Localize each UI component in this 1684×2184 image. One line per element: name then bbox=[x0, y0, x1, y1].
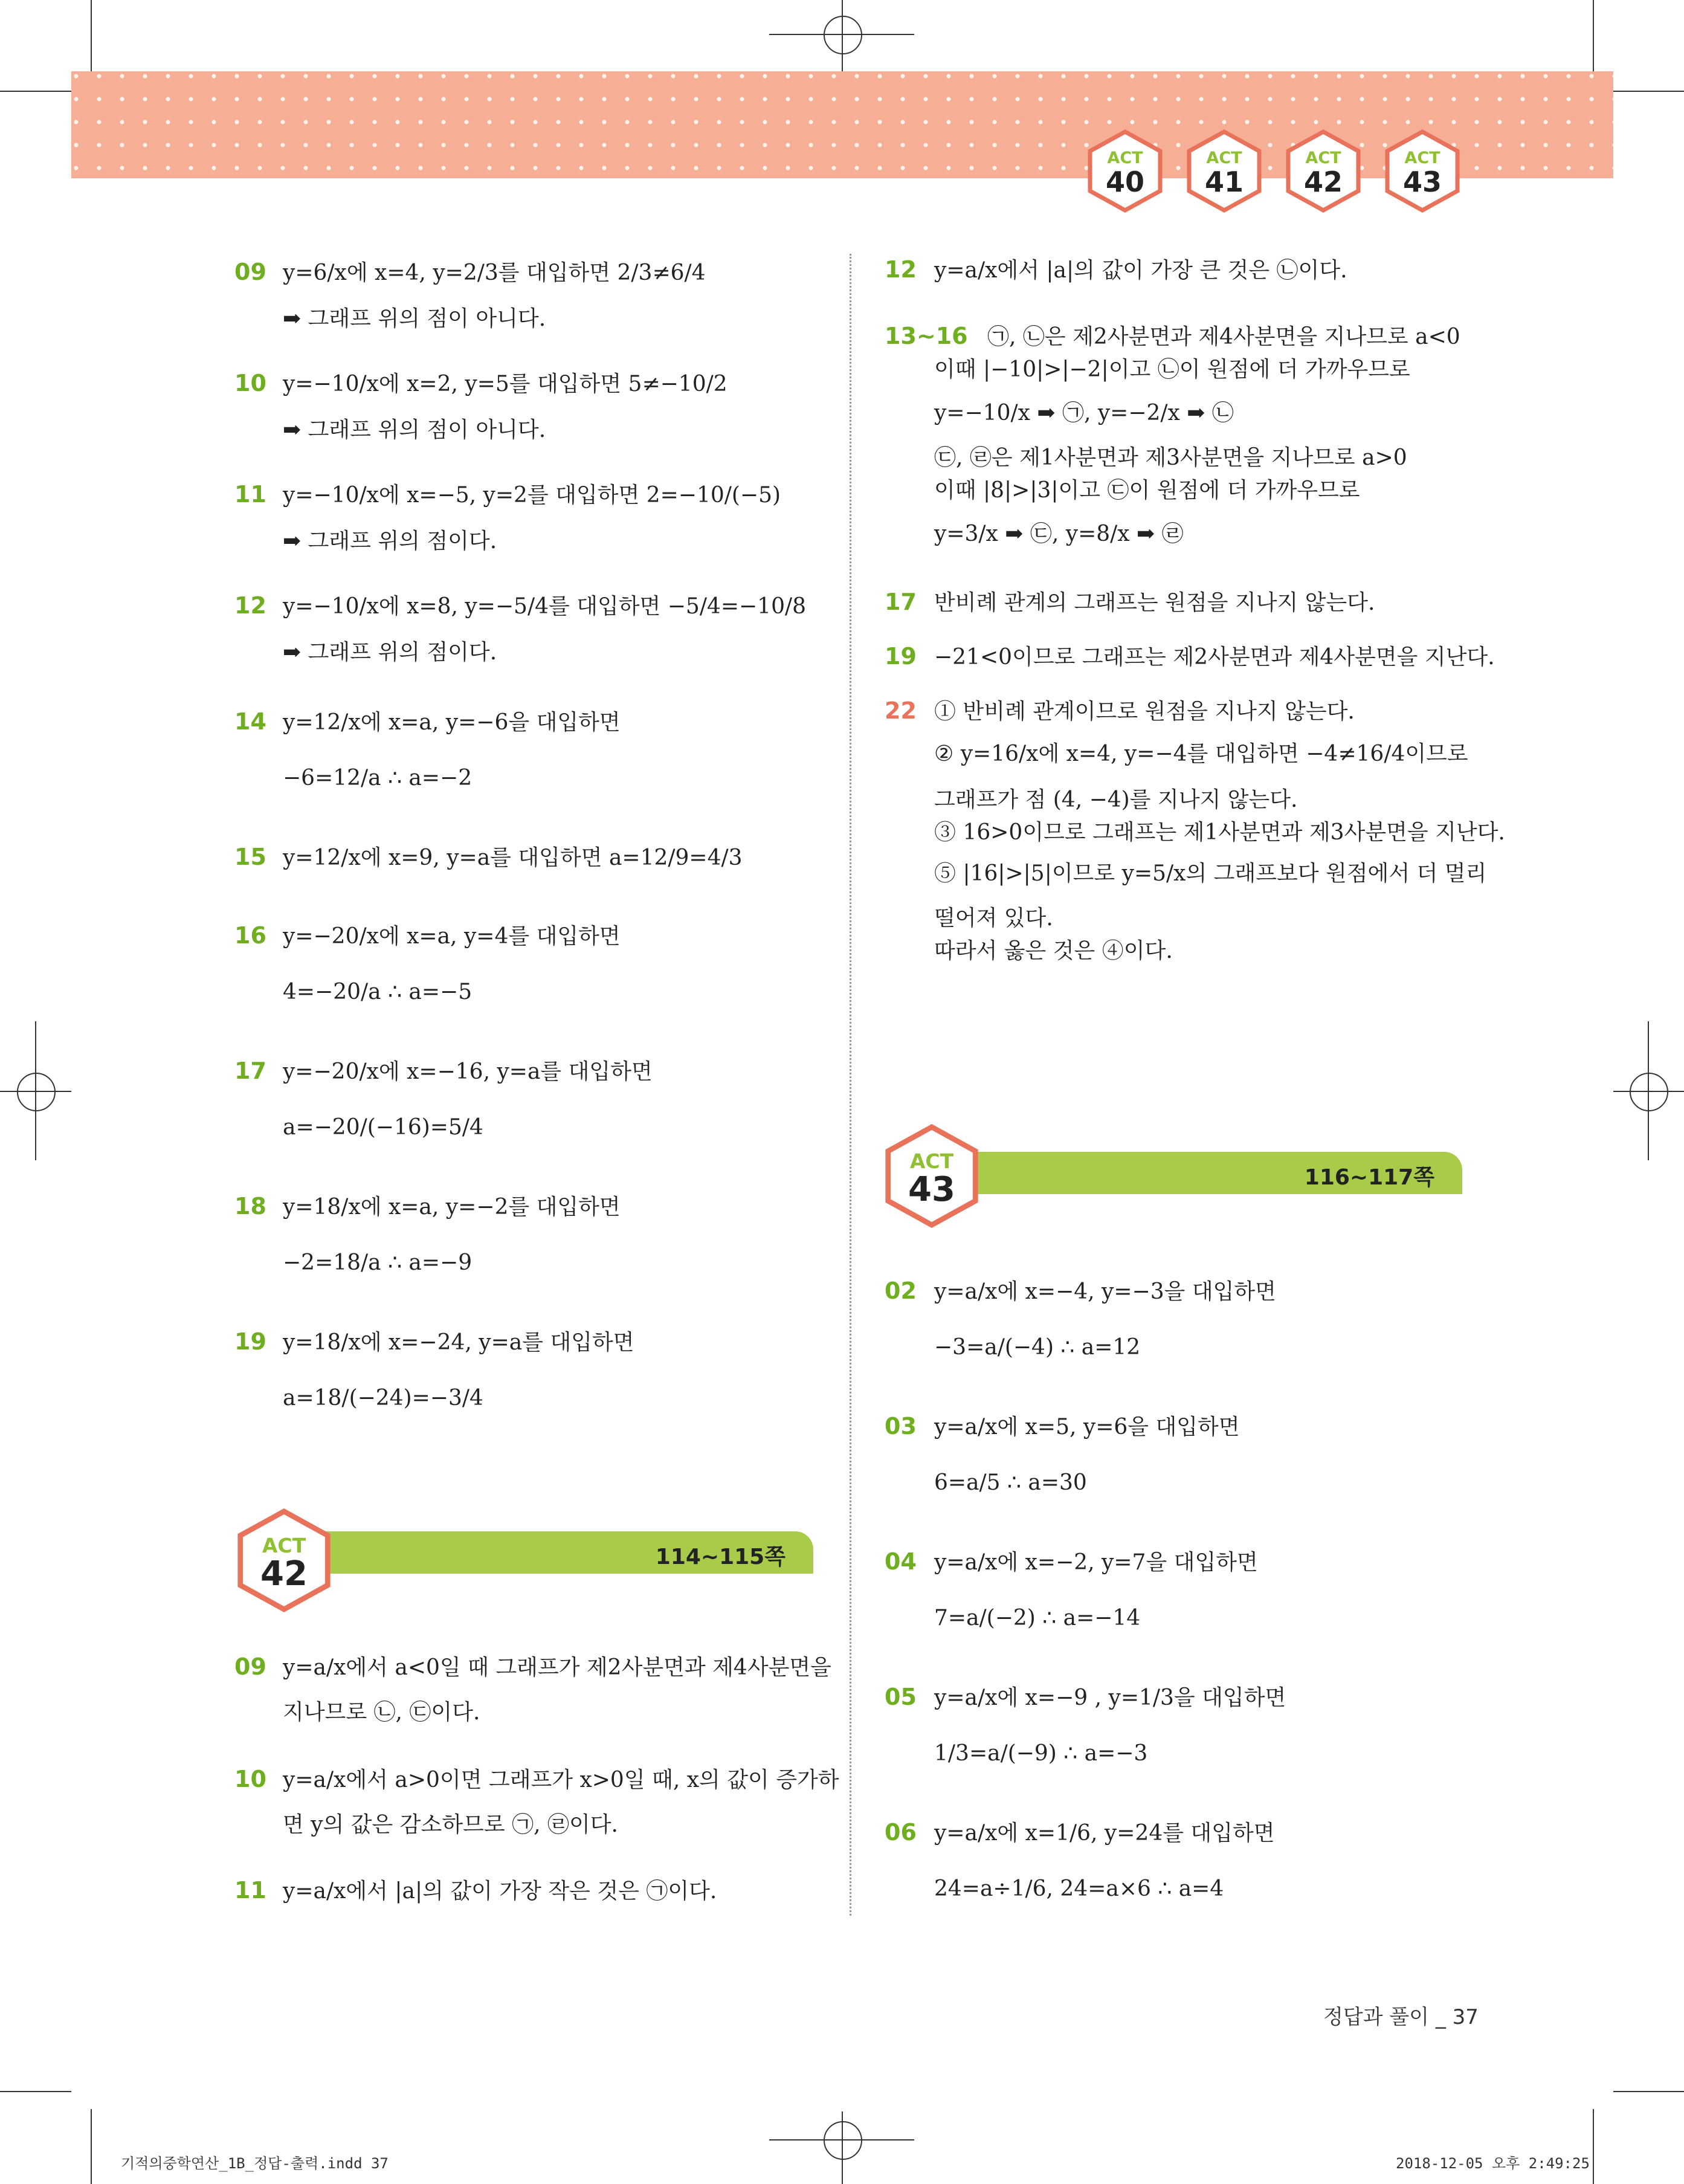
answer-line: y=−10/x에 x=−5, y=2를 대입하면 2=−10/(−5) bbox=[283, 483, 781, 508]
problem-number: 04 bbox=[885, 1548, 917, 1575]
problem-number: 10 bbox=[234, 370, 266, 396]
problem-number: 13~16 bbox=[885, 323, 968, 349]
act-label: ACT bbox=[1305, 149, 1341, 167]
answer-line: ➡ 그래프 위의 점이다. bbox=[283, 529, 497, 554]
crop-mark bbox=[1613, 2091, 1684, 2092]
act-number: 41 bbox=[1204, 166, 1244, 198]
crop-mark bbox=[91, 2109, 92, 2184]
act-number: 43 bbox=[908, 1170, 955, 1209]
answer-line: 24=a÷1/6, 24=a×6 ∴ a=4 bbox=[934, 1876, 1224, 1901]
problem-number: 19 bbox=[885, 643, 917, 670]
registration-mark bbox=[824, 2121, 862, 2160]
crop-mark bbox=[1593, 0, 1594, 71]
answer-line: y=−10/x ➡ ㉠, y=−2/x ➡ ㉡ bbox=[934, 401, 1234, 425]
answer-line: 반비례 관계의 그래프는 원점을 지나지 않는다. bbox=[934, 590, 1375, 615]
answer-line: ① 반비례 관계이므로 원점을 지나지 않는다. bbox=[934, 699, 1355, 724]
crop-mark bbox=[1613, 91, 1684, 92]
answer-line: ㉠, ㉡은 제2사분면과 제4사분면을 지나므로 a<0 bbox=[987, 325, 1460, 349]
act-label: ACT bbox=[1404, 149, 1440, 167]
answer-line: y=a/x에 x=−9 , y=1/3을 대입하면 bbox=[934, 1685, 1286, 1710]
problem-number: 09 bbox=[234, 259, 266, 285]
answer-line: a=18/(−24)=−3/4 bbox=[283, 1386, 483, 1410]
problem-number: 12 bbox=[234, 592, 266, 619]
problem-number: 18 bbox=[234, 1193, 266, 1220]
act-badge-43 bbox=[1385, 129, 1460, 213]
act-number: 42 bbox=[260, 1554, 308, 1594]
answer-line: y=18/x에 x=a, y=−2를 대입하면 bbox=[283, 1195, 621, 1220]
problem-number: 17 bbox=[234, 1058, 266, 1084]
act-badge-40 bbox=[1088, 129, 1163, 213]
problem-number: 17 bbox=[885, 589, 917, 615]
header-banner bbox=[71, 71, 1613, 178]
act-label: ACT bbox=[1206, 149, 1242, 167]
answer-line: −3=a/(−4) ∴ a=12 bbox=[934, 1335, 1141, 1360]
answer-line: 1/3=a/(−9) ∴ a=−3 bbox=[934, 1741, 1148, 1766]
problem-number: 16 bbox=[234, 922, 266, 949]
answer-line: −2=18/a ∴ a=−9 bbox=[283, 1250, 473, 1275]
act-label: ACT bbox=[909, 1149, 954, 1173]
answer-line: 이때 |−10|>|−2|이고 ㉡이 원점에 더 가까우므로 bbox=[934, 357, 1410, 382]
registration-mark bbox=[1630, 1073, 1668, 1111]
problem-number: 12 bbox=[885, 256, 917, 283]
problem-number: 05 bbox=[885, 1684, 917, 1710]
page-number: 정답과 풀이 _ 37 bbox=[1323, 2005, 1479, 2029]
print-slug-file: 기적의중학연산_1B_정답-출력.indd 37 bbox=[121, 2155, 389, 2172]
section-act-badge bbox=[237, 1508, 331, 1612]
answer-line: y=a/x에서 a<0일 때 그래프가 제2사분면과 제4사분면을 bbox=[283, 1655, 831, 1680]
crop-mark bbox=[842, 0, 843, 73]
answer-line: y=12/x에 x=9, y=a를 대입하면 a=12/9=4/3 bbox=[283, 845, 743, 870]
problem-number: 19 bbox=[234, 1328, 266, 1355]
act-label: ACT bbox=[1107, 149, 1143, 167]
act-number: 42 bbox=[1303, 166, 1343, 198]
answer-line: ⑤ |16|>|5|이므로 y=5/x의 그래프보다 원점에서 더 멀리 bbox=[934, 861, 1487, 886]
crop-mark bbox=[0, 91, 71, 92]
answer-line: y=3/x ➡ ㉢, y=8/x ➡ ㉣ bbox=[934, 522, 1184, 546]
registration-mark bbox=[17, 1073, 56, 1111]
answer-line: ➡ 그래프 위의 점이 아니다. bbox=[283, 418, 546, 442]
answer-line: 떨어져 있다. bbox=[934, 906, 1053, 931]
answer-line: 6=a/5 ∴ a=30 bbox=[934, 1470, 1087, 1495]
section-pages: 116~117쪽 bbox=[1304, 1165, 1434, 1190]
answer-line: 이때 |8|>|3|이고 ㉢이 원점에 더 가까우므로 bbox=[934, 478, 1360, 503]
problem-number: 10 bbox=[234, 1766, 266, 1792]
answer-line: y=−20/x에 x=a, y=4를 대입하면 bbox=[283, 924, 621, 949]
answer-line: ② y=16/x에 x=4, y=−4를 대입하면 −4≠16/4이므로 bbox=[934, 741, 1468, 766]
crop-mark bbox=[842, 2111, 843, 2184]
answer-line: 7=a/(−2) ∴ a=−14 bbox=[934, 1606, 1141, 1630]
problem-number: 14 bbox=[234, 708, 266, 735]
section-header-bar bbox=[952, 1152, 1462, 1194]
column-divider bbox=[850, 254, 851, 1916]
answer-line: y=12/x에 x=a, y=−6을 대입하면 bbox=[283, 710, 621, 735]
answer-line: y=a/x에 x=−4, y=−3을 대입하면 bbox=[934, 1279, 1276, 1304]
problem-number: 09 bbox=[234, 1653, 266, 1680]
problem-number: 02 bbox=[885, 1278, 917, 1304]
act-badge-42 bbox=[1286, 129, 1361, 213]
answer-line: 면 y의 값은 감소하므로 ㉠, ㉣이다. bbox=[283, 1812, 618, 1837]
print-slug-date: 2018-12-05 오후 2:49:25 bbox=[1396, 2155, 1590, 2172]
act-number: 43 bbox=[1402, 166, 1442, 198]
answer-line: y=−10/x에 x=2, y=5를 대입하면 5≠−10/2 bbox=[283, 372, 727, 396]
problem-number: 15 bbox=[234, 844, 266, 870]
act-badge-41 bbox=[1187, 129, 1262, 213]
crop-mark bbox=[1593, 2109, 1594, 2184]
act-label: ACT bbox=[262, 1534, 306, 1557]
answer-line: 그래프가 점 (4, −4)를 지나지 않는다. bbox=[934, 787, 1298, 812]
answer-line: ➡ 그래프 위의 점이다. bbox=[283, 640, 497, 665]
answer-line: 지나므로 ㉡, ㉢이다. bbox=[283, 1700, 480, 1725]
crop-mark bbox=[1648, 1021, 1649, 1160]
answer-line: y=a/x에서 |a|의 값이 가장 작은 것은 ㉠이다. bbox=[283, 1879, 717, 1904]
answer-line: ㉢, ㉣은 제1사분면과 제3사분면을 지나므로 a>0 bbox=[934, 445, 1407, 470]
answer-line: 따라서 옳은 것은 ④이다. bbox=[934, 939, 1173, 963]
section-pages: 114~115쪽 bbox=[655, 1545, 786, 1569]
crop-mark bbox=[91, 0, 92, 71]
answer-line: −21<0이므로 그래프는 제2사분면과 제4사분면을 지난다. bbox=[934, 645, 1495, 670]
answer-line: y=−20/x에 x=−16, y=a를 대입하면 bbox=[283, 1059, 653, 1084]
answer-line: ③ 16>0이므로 그래프는 제1사분면과 제3사분면을 지난다. bbox=[934, 820, 1505, 845]
answer-line: y=a/x에 x=−2, y=7을 대입하면 bbox=[934, 1550, 1258, 1575]
problem-number: 22 bbox=[885, 697, 917, 724]
answer-line: 4=−20/a ∴ a=−5 bbox=[283, 980, 473, 1004]
problem-number: 11 bbox=[234, 481, 266, 508]
act-number: 40 bbox=[1105, 166, 1144, 198]
section-header-bar bbox=[302, 1531, 813, 1574]
answer-line: y=a/x에 x=5, y=6을 대입하면 bbox=[934, 1415, 1240, 1439]
answer-line: y=18/x에 x=−24, y=a를 대입하면 bbox=[283, 1330, 634, 1355]
answer-line: a=−20/(−16)=5/4 bbox=[283, 1115, 483, 1140]
crop-mark bbox=[0, 2091, 71, 2092]
problem-number: 11 bbox=[234, 1877, 266, 1904]
answer-line: y=a/x에서 |a|의 값이 가장 큰 것은 ㉡이다. bbox=[934, 258, 1347, 283]
registration-mark bbox=[824, 16, 862, 54]
answer-line: y=a/x에서 a>0이면 그래프가 x>0일 때, x의 값이 증가하 bbox=[283, 1768, 839, 1792]
answer-line: ➡ 그래프 위의 점이 아니다. bbox=[283, 306, 546, 331]
answer-line: y=−10/x에 x=8, y=−5/4를 대입하면 −5/4=−10/8 bbox=[283, 594, 807, 619]
answer-line: y=a/x에 x=1/6, y=24를 대입하면 bbox=[934, 1821, 1275, 1846]
problem-number: 03 bbox=[885, 1413, 917, 1439]
section-act-badge bbox=[885, 1124, 979, 1228]
answer-line: y=6/x에 x=4, y=2/3를 대입하면 2/3≠6/4 bbox=[283, 260, 706, 285]
crop-mark bbox=[35, 1021, 36, 1160]
problem-number: 06 bbox=[885, 1819, 917, 1846]
answer-line: −6=12/a ∴ a=−2 bbox=[283, 766, 473, 790]
